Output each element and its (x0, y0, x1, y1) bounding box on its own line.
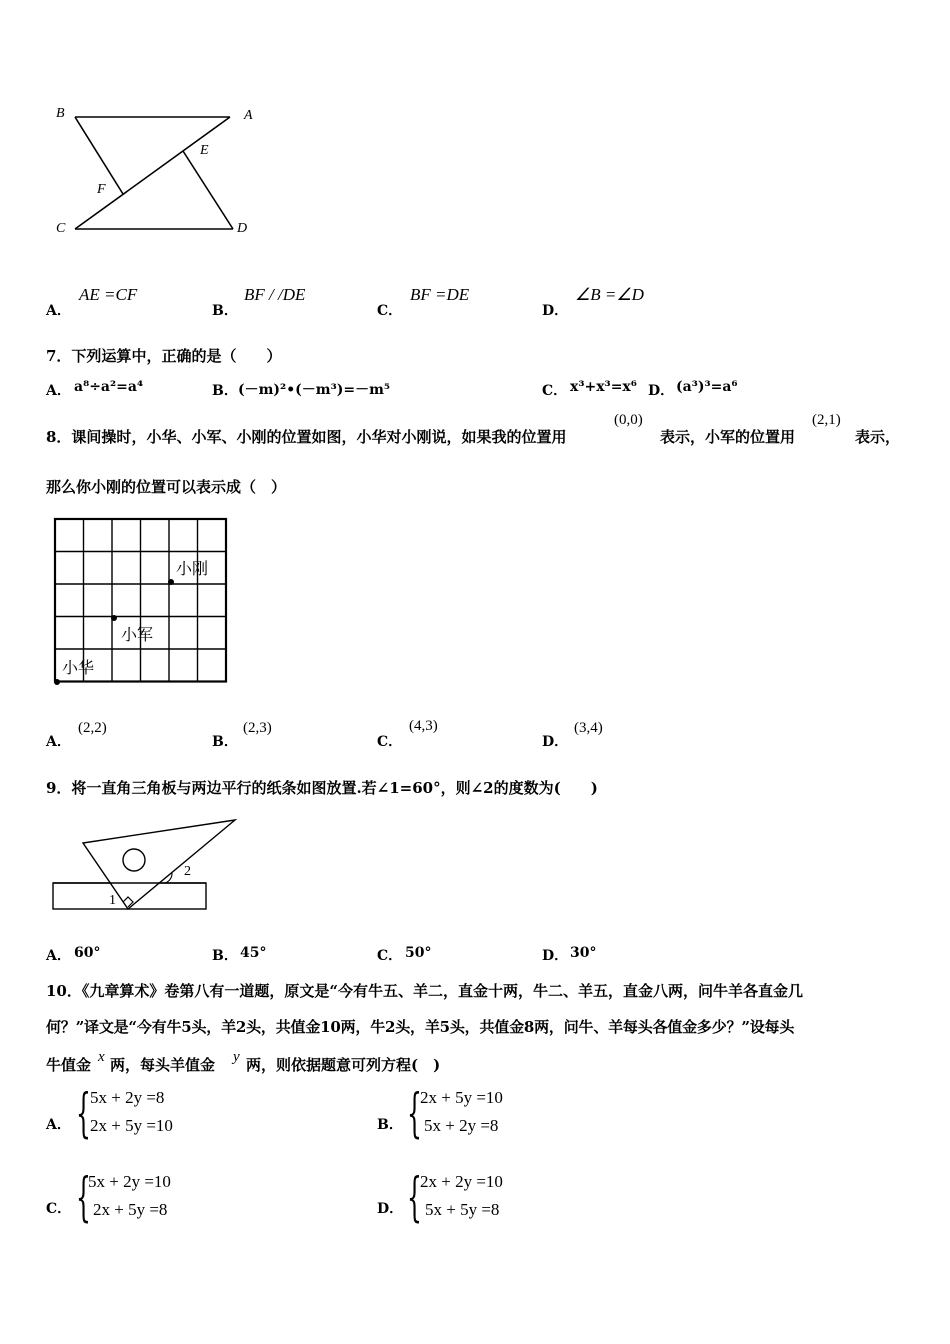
q10-line1: 10．《九章算术》卷第八有一道题，原文是“今有牛五、羊二，直金十两，牛二、羊五，直金八两，问牛羊各直金几 (46, 982, 804, 1000)
xiaohua-dot (54, 679, 60, 685)
q7-option-a-letter: A． (46, 383, 71, 399)
q10-option-b-letter: B． (377, 1117, 403, 1133)
grid-label-xiaohua: 小华 (62, 658, 95, 677)
q7-option-c-text: x³+x³=x⁶ (570, 379, 637, 395)
q7-option-c-letter: C． (542, 383, 568, 399)
q8-option-d-letter: D． (542, 734, 569, 750)
q6-option-c-text: BF =DE (410, 285, 470, 304)
q6-option-b-letter: B． (212, 303, 238, 319)
q10-option-d-eq1: 2x + 2y =10 (420, 1172, 503, 1191)
q8-stem-part2: 表示，小军的位置用 (660, 428, 796, 446)
q9-option-d-text: 30° (570, 945, 597, 961)
segment-ed (183, 151, 233, 229)
q10-option-d-eq2: 5x + 5y =8 (425, 1200, 500, 1219)
q9-option-b-text: 45° (240, 945, 267, 961)
label-c: C (56, 221, 66, 236)
xiaojun-dot (111, 615, 117, 621)
q10-option-a-brace: { (76, 1084, 91, 1144)
q7-option-b-letter: B． (212, 383, 238, 399)
q10-option-c-eq1: 5x + 2y =10 (88, 1172, 171, 1191)
q7-stem: 7．下列运算中，正确的是（ ） (46, 347, 282, 365)
q10-var-y: y (233, 1049, 240, 1065)
q10-line3-a: 牛值金 (46, 1056, 92, 1074)
label-d: D (237, 221, 248, 236)
q8-option-b-letter: B． (212, 734, 238, 750)
q10-option-d-letter: D． (377, 1201, 404, 1217)
q10-line3-b: 两，每头羊值金 (110, 1056, 216, 1074)
q10-option-d-brace: { (407, 1168, 422, 1228)
triangle-ruler (83, 820, 235, 909)
q9-option-a-text: 60° (74, 945, 101, 961)
grid-label-xiaojun: 小军 (121, 625, 154, 644)
label-a: A (244, 108, 253, 123)
q6-option-d-letter: D． (542, 303, 569, 319)
q8-option-a-letter: A． (46, 734, 71, 750)
q7-option-b-text: (－m)²•(－m³)=－m⁵ (238, 382, 391, 398)
q8-coord-xiaojun: (2,1) (812, 412, 841, 428)
angle-label-1: 1 (109, 893, 116, 908)
q10-option-a-eq2: 2x + 5y =10 (90, 1116, 173, 1135)
q6-option-d-text: ∠B =∠D (575, 285, 644, 304)
q10-option-c-eq2: 2x + 5y =8 (93, 1200, 168, 1219)
q6-option-a-text: AE =CF (79, 285, 138, 304)
q10-option-c-letter: C． (46, 1201, 72, 1217)
q10-line3-c: 两，则依据题意可列方程( ) (246, 1056, 441, 1074)
q9-stem: 9．将一直角三角板与两边平行的纸条如图放置.若∠1=60°，则∠2的度数为( ) (46, 779, 598, 797)
q8-option-d-text: (3,4) (574, 720, 603, 736)
q9-option-d-letter: D． (542, 948, 569, 964)
q8-option-c-text: (4,3) (409, 718, 438, 734)
q9-option-a-letter: A． (46, 948, 71, 964)
q10-line2: 何？”译文是“今有牛5头，羊2头，共值金10两，牛2头，羊5头，共值金8两，问牛、羊每头各值金多少？”设每头 (46, 1018, 795, 1036)
angle-label-2: 2 (184, 864, 191, 879)
q9-option-c-text: 50° (405, 945, 432, 961)
q6-option-a-letter: A． (46, 303, 71, 319)
q10-option-b-eq1: 2x + 5y =10 (420, 1088, 503, 1107)
q10-var-x: x (98, 1049, 105, 1065)
q8-option-b-text: (2,3) (243, 720, 272, 736)
q10-option-a-eq1: 5x + 2y =8 (90, 1088, 165, 1107)
q8-coord-xiaohua: (0,0) (614, 412, 643, 428)
q8-stem-line2: 那么你小刚的位置可以表示成（ ） (46, 478, 287, 496)
q8-option-a-text: (2,2) (78, 720, 107, 736)
segment-ac (75, 117, 230, 229)
q10-option-a-letter: A． (46, 1117, 71, 1133)
label-e: E (200, 143, 209, 158)
q7-option-d-text: (a³)³=a⁶ (676, 379, 738, 395)
xiaogang-dot (168, 579, 174, 585)
q9-figure (50, 815, 250, 915)
q10-option-b-brace: { (407, 1084, 422, 1144)
label-f: F (97, 182, 106, 197)
q8-stem-part3: 表示， (855, 428, 901, 446)
q6-option-b-text: BF / /DE (244, 285, 306, 304)
q10-option-b-eq2: 5x + 2y =8 (424, 1116, 499, 1135)
q8-stem-part1: 8．课间操时，小华、小军、小刚的位置如图，小华对小刚说，如果我的位置用 (46, 428, 567, 446)
q8-option-c-letter: C． (377, 734, 403, 750)
q7-option-d-letter: D． (648, 383, 675, 399)
q6-option-c-letter: C． (377, 303, 403, 319)
q10-option-c-brace: { (76, 1168, 91, 1228)
q9-option-c-letter: C． (377, 948, 403, 964)
q9-option-b-letter: B． (212, 948, 238, 964)
grid-label-xiaogang: 小刚 (176, 559, 209, 578)
q7-option-a-text: a⁸÷a²=a⁴ (74, 379, 144, 395)
label-b: B (56, 106, 65, 121)
